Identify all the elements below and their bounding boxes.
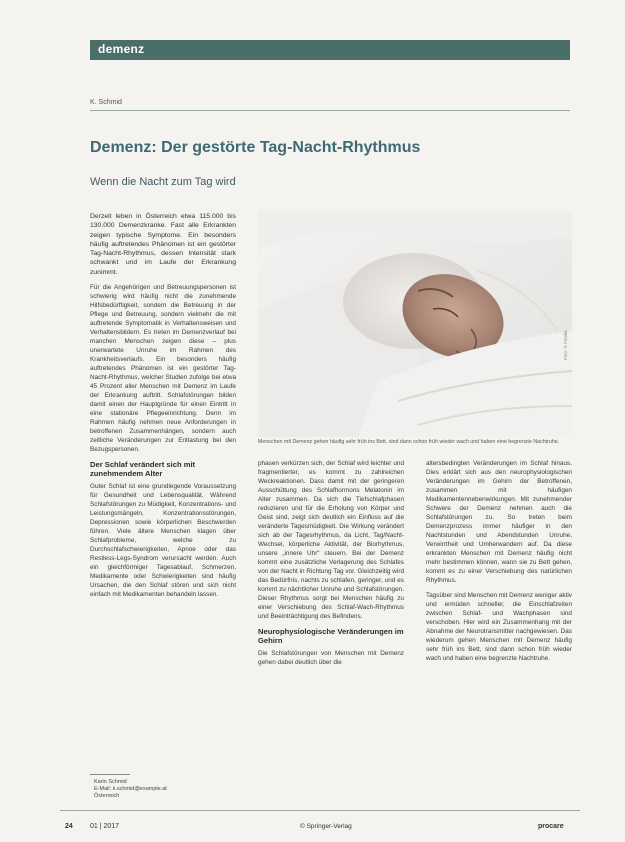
footnote-line: E-Mail: k.schmid@example.at — [94, 786, 167, 792]
sleeping-person-image — [258, 211, 572, 437]
article-subtitle: Wenn die Nacht zum Tag wird — [90, 176, 236, 188]
column-left — [90, 212, 236, 605]
body-paragraph: Tagsüber sind Menschen mit Demenz weniger aktiv und ermüden schneller, die Einschlafzeiten zwischen Schlaf- und Wachphasen sind verschoben. Hier wird ein Zusammenhang mit der Abnahme der Neurotransmitter nachgewiesen. Das wiederum gehen Menschen mit Demenz häufig sehr früh ins Bett, sind dann schon früh wieder wach und haben eine begrenzte Nachtruhe. — [426, 592, 572, 662]
lead-paragraph: Derzeit leben in Österreich etwa 115.000 bis 130.000 Demenzkranke. Fast alle Erkrankten zeigen typische Symptome. Ein besonders häufig auftretendes Phänomen ist ein gestörter Tag-Nacht-Rhythmus, dessen Intensität stark schwankt und im Laufe der Erkrankung zunimmt. — [90, 213, 236, 276]
author-rule — [90, 101, 570, 111]
footnote-rule — [90, 774, 130, 775]
column-right — [426, 459, 572, 669]
issue-number: 01 | 2017 — [90, 823, 120, 830]
body-paragraph: phasen verkürzen sich, der Schlaf wird leichter und fragmentierter, es kommt zu zahlreichen Weckreaktionen. Dass damit mit der geringeren Ausschüttung des Schlafhormons Melatonin im Alter zusammen. Da sich die Tiefschlafphasen reduzieren und für die Erholung von Körper und Geist sind, zeigt sich deutlich ein Einfluss auf die veränderte Tagesmüdigkeit. Die Wirkung verändert sich ab der Tagesrhythmus, da Licht, Tag/Nacht-Wechsel, körperliche Aktivität, der Biorhythmus, unsere „innere Uhr“ steuern. Bei der Demenz kommt eine zusätzliche Verlagerung des Schlafes von der Nacht in Richtung Tag vor. Gleichzeitig wird das Bedürfnis, nachts zu schlafen, geringer, und es kommt zu nächtlicher Unruhe und Schlafstörungen. Dieser Rhythmus sorgt bei Menschen häufig zu einer Verschiebung des Schlaf-Wach-Rhythmus und Beeinträchtigung des Befindens. — [258, 460, 404, 620]
body-paragraph: altersbedingten Veränderungen im Schlaf hinaus. Dies erklärt sich aus den neurophysiologischen Veränderungen im Gehirn der Betroffenen, zusammen mit häufigen Medikamentennebenwirkungen. Mit zunehmender Schwere der Demenz nehmen auch die Schlafstörungen zu. So treten beim Demenzprozess immer häufiger in den Nachtstunden und Abendstunden Unruhe, Verwirrtheit und Umherwandern auf. Da diese erkrankten Menschen mit Demenz häufig nicht mehr bestimmen können, wann sie zu Bett gehen, kommt es zu einer Verschiebung des natürlichen Rhythmus. — [426, 460, 572, 584]
publisher-label: © Springer-Verlag — [300, 823, 352, 830]
section-header-bar — [90, 40, 570, 60]
section-heading: Neurophysiologische Veränderungen im Gehirn — [258, 627, 404, 645]
column-middle — [258, 459, 404, 673]
photo-credit: Foto: © Fotolia — [563, 330, 568, 360]
section-label: demenz — [98, 42, 145, 56]
section-heading: Der Schlaf verändert sich mit zunehmendem Alter — [90, 460, 196, 479]
body-paragraph: Für die Angehörigen und Betreuungspersonen ist schwierig wird häufig nicht die zunehmende Hilfsbedürftigkeit, sondern die Betreuung in der Pflege und Betreuung, sondern vielmehr die mit auftretende Symptomatik in Verhaltensweisen und Verhaltensbildern. Es treten im Demenzverlauf bei manchen Menschen zeigen diese – plus unerwartete Unruhe im Rahmen des Krankheitsverlaufs. Ein besonders häufig auftretendes Phänomen ist ein gestörter Tag-Nacht-Rhythmus, welcher Studien zufolge bei etwa 45 Prozent aller Menschen mit Demenz im Laufe der Erkrankung auftritt. Schlafstörungen bilden damit einen der Hauptgründe für einen Eintritt in eine stationäre Pflegeeinrichtung. Denn im Rahmen häufig nehmen neue Anforderungen in betroffenen Zusammenhängen, sondern auch zeitliche Veränderungen zur Entlastung bei den Bezugspersonen. — [90, 284, 236, 454]
photo-caption: Menschen mit Demenz gehen häufig sehr früh ins Bett, sind dann schon früh wieder wach und haben eine begrenzte Nachtruhe. — [258, 439, 560, 445]
author-footnote — [94, 779, 244, 800]
article-title: Demenz: Der gestörte Tag-Nacht-Rhythmus — [90, 139, 421, 156]
article-photo — [258, 211, 572, 437]
footnote-line: Österreich — [94, 793, 120, 799]
body-paragraph: Guter Schlaf ist eine grundlegende Voraussetzung für Gesundheit und Lebensqualität. Während Schlafstörungen zu Müdigkeit, Konzentrations- und Leistungsmängeln, Konzentrationsstörungen, Depressionen sowie körperlichen Beschwerden führen. Viele ältere Menschen klagen über Schlafprobleme, welche zu Durchschlafschwierigkeiten, Apnoe oder das Restless-Legs-Syndrom verursacht werden. Auch ein gleichförmiger Tagesablauf, Schmerzen, Medikamente oder Schwierigkeiten sind häufig Ursachen, die den Schlaf stören und sich nicht einfach mit Medikamenten behandeln lassen. — [90, 483, 236, 599]
footnote-line: Karin Schmid — [94, 779, 127, 785]
page-number: 24 — [65, 823, 73, 830]
author-name: K. Schmid — [90, 99, 122, 106]
body-paragraph: Die Schlafstörungen von Menschen mit Demenz gehen dabei deutlich über die — [258, 650, 404, 666]
footer-rule — [60, 810, 580, 811]
journal-name: procare — [538, 823, 564, 830]
